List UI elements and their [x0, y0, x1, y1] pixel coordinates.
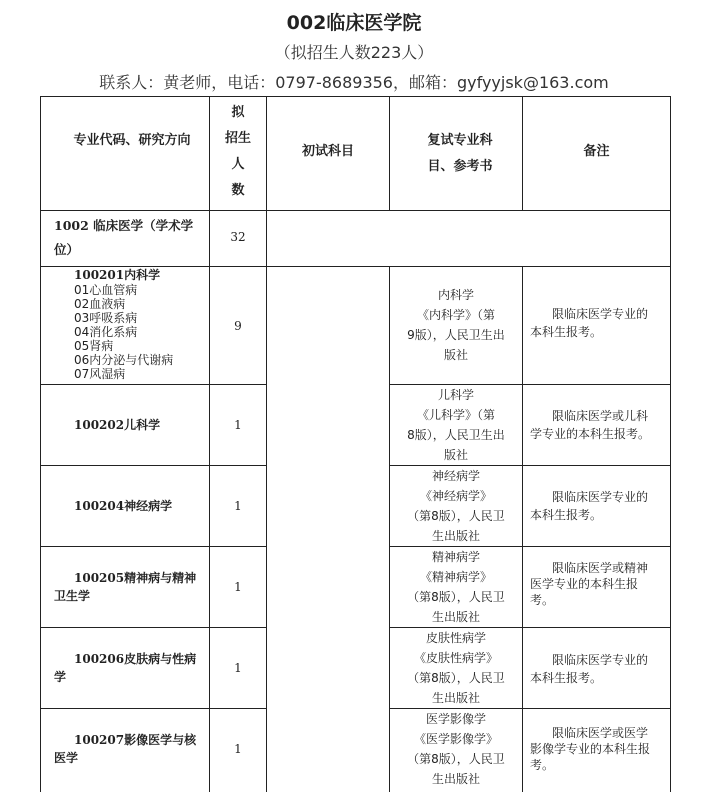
direction-item: 02血液病 — [74, 297, 126, 311]
row-count: 1 — [234, 499, 242, 513]
table-rule — [40, 96, 41, 792]
table-rule — [40, 210, 671, 211]
table-rule — [389, 266, 390, 792]
row-count: 1 — [234, 742, 242, 756]
contact-line: 联系人：黄老师，电话：0797-8689356，邮箱：gyfyyjsk@163.com — [99, 73, 609, 92]
reference-book: 医学影像学 《医学影像学》 （第8版），人民卫 生出版社 — [407, 712, 505, 786]
direction-item: 01心血管病 — [74, 283, 138, 297]
table-rule — [522, 266, 523, 792]
header-retest: 复试专业科目、参考书 — [427, 133, 493, 174]
reference-book: 皮肤性病学 《皮肤性病学》 （第8版），人民卫 生出版社 — [407, 631, 505, 705]
reference-book: 内科学 《内科学》（第 9版），人民卫生出 版社 — [407, 288, 505, 362]
row-note: 限临床医学专业的 本科生报考。 — [530, 653, 649, 685]
row-count: 1 — [234, 580, 242, 594]
row-code: 100206皮肤病与性病 学 — [54, 652, 197, 684]
enrollment-subtitle: （拟招生人数223人） — [274, 43, 434, 62]
direction-item: 06内分泌与代谢病 — [74, 353, 174, 367]
direction-item: 07风湿病 — [74, 367, 126, 381]
group-label: 1002 临床医学（学术学位） — [54, 218, 194, 257]
direction-item: 05肾病 — [74, 339, 114, 353]
row-note: 限临床医学或医学 影像学专业的本科生报 考。 — [530, 726, 651, 772]
reference-book: 儿科学 《儿科学》（第 8版），人民卫生出 版社 — [407, 388, 505, 462]
row-note: 限临床医学专业的 本科生报考。 — [530, 307, 649, 339]
table-rule — [40, 627, 266, 628]
reference-book: 神经病学 《神经病学》 （第8版），人民卫 生出版社 — [407, 469, 505, 543]
direction-item: 03呼吸系病 — [74, 311, 138, 325]
table-rule — [40, 546, 266, 547]
table-rule — [40, 266, 671, 267]
table-rule — [40, 384, 266, 385]
table-rule — [389, 96, 390, 210]
row-note: 限临床医学或儿科 学专业的本科生报考。 — [530, 409, 651, 441]
row-note: 限临床医学专业的 本科生报考。 — [530, 490, 649, 522]
row-count: 9 — [234, 319, 242, 333]
row-count: 1 — [234, 418, 242, 432]
row-code: 100204神经病学 — [74, 499, 173, 513]
row-note: 限临床医学或精神 医学专业的本科生报 考。 — [530, 561, 649, 607]
table-rule — [209, 96, 210, 792]
table-rule — [266, 96, 267, 792]
direction-list — [74, 283, 208, 381]
header-plan: 拟 招生 人 数 — [224, 105, 251, 198]
table-rule — [40, 708, 266, 709]
direction-item: 04消化系病 — [74, 325, 138, 339]
reference-book: 精神病学 《精神病学》 （第8版），人民卫 生出版社 — [407, 550, 505, 624]
table-rule — [40, 465, 266, 466]
row-code: 100202儿科学 — [74, 418, 161, 432]
header-first-exam: 初试科目 — [301, 144, 354, 159]
row-code: 100201内科学 — [74, 268, 161, 282]
header-note: 备注 — [583, 144, 610, 159]
table-rule — [40, 96, 671, 97]
row-code: 100207影像医学与核 医学 — [54, 733, 197, 765]
header-code: 专业代码、研究方向 — [73, 133, 191, 148]
group-count: 32 — [230, 230, 246, 244]
row-count: 1 — [234, 661, 242, 675]
page-title: 002临床医学院 — [286, 12, 422, 34]
row-code: 100205精神病与精神 卫生学 — [54, 571, 197, 603]
table-rule — [670, 96, 671, 792]
